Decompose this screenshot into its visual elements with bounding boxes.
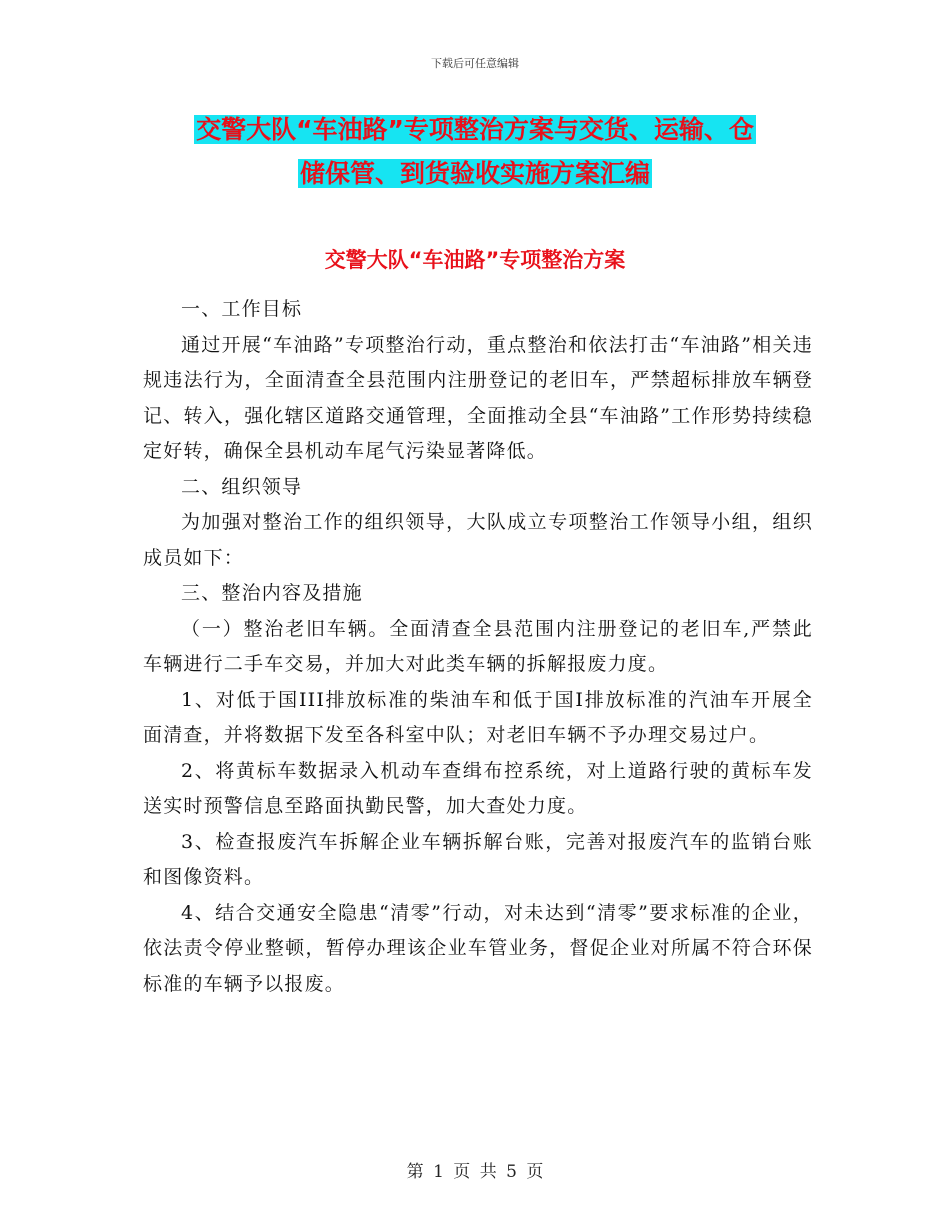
header-note: 下载后可任意编辑 [431, 57, 519, 70]
heading-work-goal: 一、工作目标 [181, 298, 303, 320]
document-body [143, 292, 813, 1002]
document-title-text-1: 交警大队“车油路”专项整治方案与交货、运输、仓 [196, 115, 754, 144]
paragraph-organization: 为加强对整治工作的组织领导，大队成立专项整治工作领导小组，组织成员如下： [143, 511, 813, 569]
paragraph-item-3: 3、检查报废汽车拆解企业车辆拆解台账，完善对报废汽车的监销台账和图像资料。 [143, 830, 813, 888]
paragraph-work-goal: 通过开展“车油路”专项整治行动，重点整治和依法打击“车油路”相关违规违法行为，全面清查全县范围内注册登记的老旧车，严禁超标排放车辆登记、转入，强化辖区道路交通管理，全面推动全县“车油路”工作形势持续稳定好转，确保全县机动车尾气污染显著降低。 [143, 333, 813, 462]
heading-organization: 二、组织领导 [181, 475, 303, 498]
paragraph-item-2: 2、将黄标车数据录入机动车查缉布控系统，对上道路行驶的黄标车发送实时预警信息至路面执勤民警，加大查处力度。 [143, 759, 813, 817]
document-title-line-1 [0, 108, 950, 152]
document-title-line-2 [0, 152, 950, 196]
document-title-text-2: 储保管、到货验收实施方案汇编 [299, 159, 650, 188]
paragraph-item-4: 4、结合交通安全隐患“清零”行动，对未达到“清零”要求标准的企业，依法责令停业整顿，暂停办理该企业车管业务，督促企业对所属不符合环保标准的车辆予以报废。 [143, 901, 813, 995]
section-title: 交警大队“车油路”专项整治方案 [324, 248, 626, 272]
paragraph-measure-old-vehicles: （一）整治老旧车辆。全面清查全县范围内注册登记的老旧车,严禁此车辆进行二手车交易，并加大对此类车辆的拆解报废力度。 [143, 617, 813, 675]
paragraph-item-1: 1、对低于国III排放标准的柴油车和低于国I排放标准的汽油车开展全面清查，并将数据下发至各科室中队；对老旧车辆不予办理交易过户。 [143, 688, 813, 746]
heading-measures: 三、整治内容及措施 [181, 582, 363, 604]
page-footer: 第 1 页 共 5 页 [406, 1162, 544, 1182]
